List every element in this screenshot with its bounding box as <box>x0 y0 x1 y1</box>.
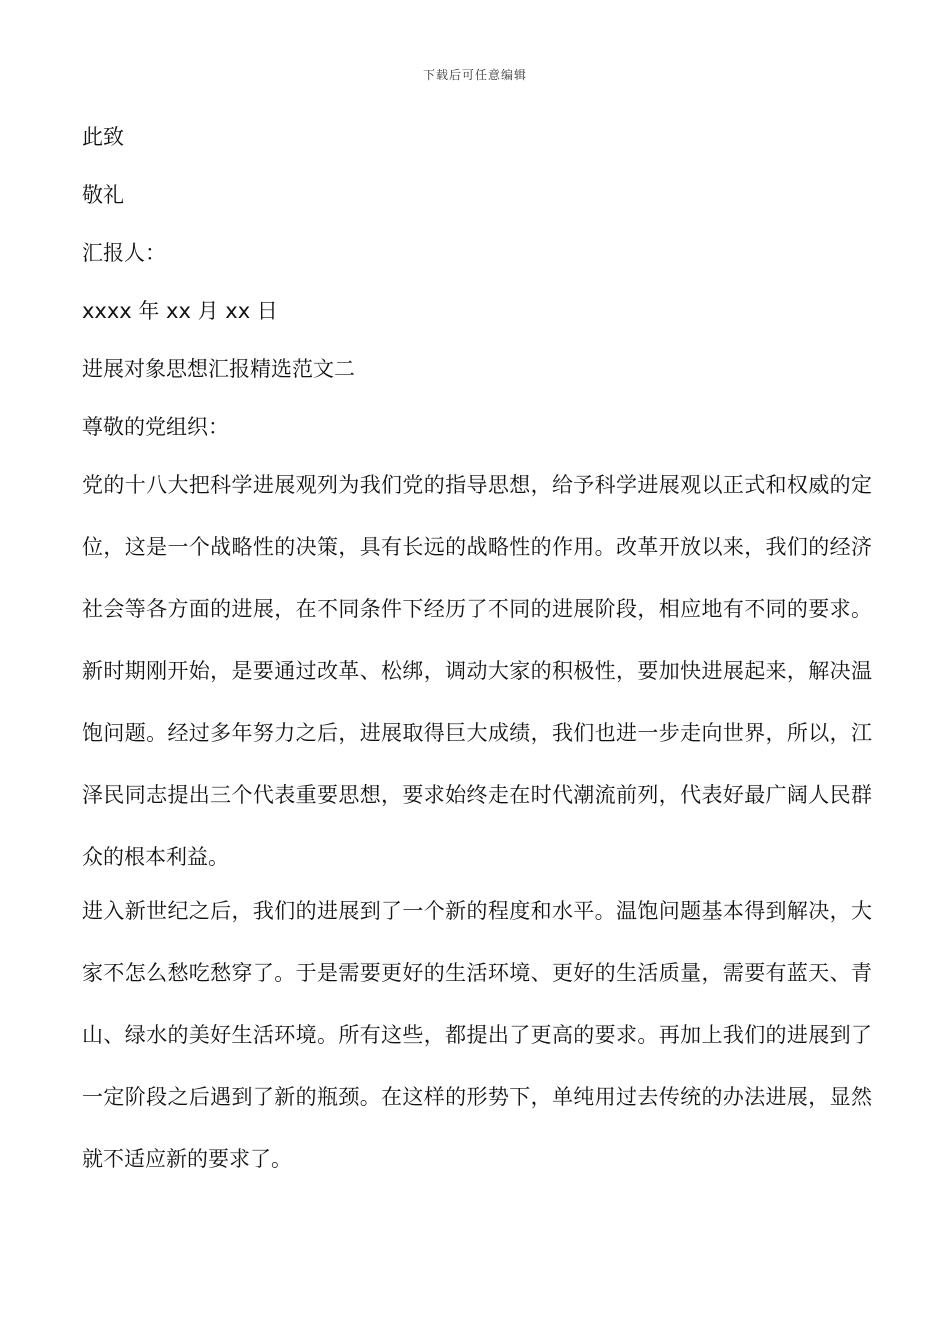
paragraph-1: 党的十八大把科学进展观列为我们党的指导思想，给予科学进展观以正式和权威的定位，这是一个战略性的决策，具有长远的战略性的作用。改革开放以来，我们的经济社会等各方面的进展，在不同条件下经历了不同的进展阶段，相应地有不同的要求。新时期刚开始，是要通过改革、松绑，调动大家的积极性，要加快进展起来，解决温饱问题。经过多年努力之后，进展取得巨大成绩，我们也进一步走向世界，所以，江泽民同志提出三个代表重要思想，要求始终走在时代潮流前列，代表好最广阔人民群众的根本利益。 <box>82 473 872 869</box>
report-date: xxxx 年 xx 月 xx 日 <box>82 299 278 323</box>
section-title: 进展对象思想汇报精选范文二 <box>82 357 355 381</box>
letter-body <box>82 118 872 1192</box>
paragraph-2: 进入新世纪之后，我们的进展到了一个新的程度和水平。温饱问题基本得到解决，大家不怎么愁吃愁穿了。于是需要更好的生活环境、更好的生活质量，需要有蓝天、青山、绿水的美好生活环境。所有这些，都提出了更高的要求。再加上我们的进展到了一定阶段之后遇到了新的瓶颈。在这样的形势下，单纯用过去传统的办法进展，显然就不适应新的要求了。 <box>82 899 872 1171</box>
closing-line-2: 敬礼 <box>82 183 124 207</box>
reporter-label: 汇报人： <box>82 241 166 265</box>
salutation: 尊敬的党组织： <box>82 415 229 439</box>
closing-line-1: 此致 <box>82 125 124 149</box>
header-note: 下载后可任意编辑 <box>422 68 527 82</box>
